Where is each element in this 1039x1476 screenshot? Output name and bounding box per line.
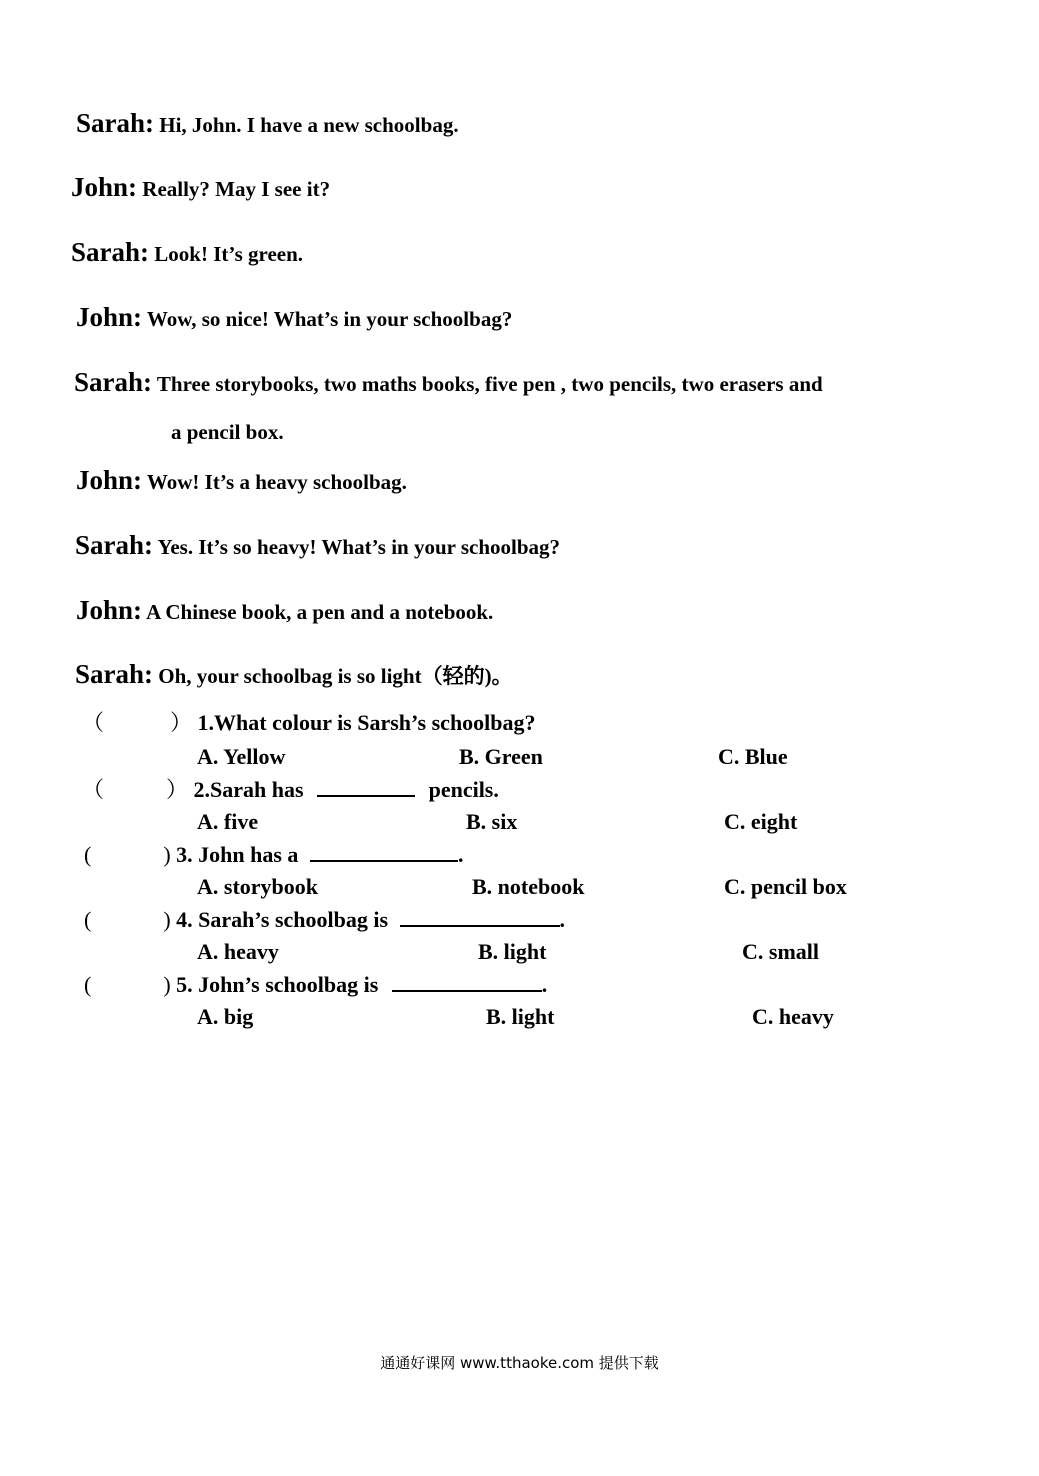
- option: B. notebook: [472, 874, 585, 899]
- question-prompt: 2.Sarah has: [193, 777, 304, 802]
- dialogue-line: [75, 532, 560, 559]
- fill-in-blank[interactable]: [310, 842, 458, 862]
- question-2: [82, 777, 499, 801]
- answer-paren-open: (: [84, 972, 92, 997]
- speech-continuation: a pencil box.: [171, 420, 284, 444]
- fill-in-blank[interactable]: [392, 972, 542, 992]
- speech-text: Hi, John. I have a new schoolbag.: [159, 113, 459, 137]
- footer-watermark: 通通好课网 www.tthaoke.com 提供下载: [380, 1354, 659, 1372]
- answer-paren-open: (: [84, 907, 92, 932]
- dialogue-line: [71, 239, 303, 266]
- speech-text: Wow, so nice! What’s in your schoolbag?: [146, 307, 513, 331]
- question-suffix: .: [559, 907, 566, 932]
- question-suffix: pencils.: [428, 777, 499, 802]
- dialogue-line: [76, 467, 407, 494]
- question-prompt: 3. John has a: [176, 842, 299, 867]
- speech-text: Wow! It’s a heavy schoolbag.: [146, 470, 407, 494]
- speaker-name: Sarah:: [75, 659, 154, 689]
- question-1: [82, 712, 536, 734]
- speaker-name: Sarah:: [75, 530, 154, 560]
- answer-paren-open: (: [84, 842, 92, 867]
- option: C. Blue: [718, 744, 788, 769]
- answer-paren-close: ）: [170, 710, 193, 735]
- option: A. five: [197, 809, 259, 834]
- fill-in-blank[interactable]: [400, 907, 560, 927]
- speech-text: Yes. It’s so heavy! What’s in your schoolbag?: [157, 535, 561, 559]
- speech-text: Three storybooks, two maths books, five pen , two pencils, two erasers and: [156, 372, 823, 396]
- option: A. storybook: [197, 874, 319, 899]
- dialogue-line: [75, 661, 513, 688]
- speaker-name: Sarah:: [76, 108, 155, 138]
- speech-text: Oh, your schoolbag is so light（轻的)。: [158, 664, 513, 688]
- question-prompt: 4. Sarah’s schoolbag is: [176, 907, 389, 932]
- question-5: [84, 972, 547, 996]
- option: B. six: [466, 809, 518, 834]
- option: B. Green: [459, 744, 543, 769]
- question-3: [84, 842, 463, 866]
- option: A. heavy: [197, 939, 279, 964]
- option: C. heavy: [752, 1004, 834, 1029]
- option: B. light: [478, 939, 547, 964]
- option: B. light: [486, 1004, 555, 1029]
- speaker-name: John:: [76, 302, 143, 332]
- dialogue-line: [76, 110, 459, 137]
- dialogue-line: [76, 597, 493, 624]
- speaker-name: John:: [76, 595, 143, 625]
- speech-text: A Chinese book, a pen and a notebook.: [146, 600, 494, 624]
- dialogue-line: [71, 174, 330, 201]
- fill-in-blank[interactable]: [317, 777, 415, 797]
- answer-paren-close: ): [163, 842, 171, 867]
- speaker-name: John:: [71, 172, 138, 202]
- answer-paren-open: （: [82, 777, 105, 802]
- question-prompt: 5. John’s schoolbag is: [176, 972, 379, 997]
- speaker-name: Sarah:: [74, 367, 153, 397]
- speech-text: Look! It’s green.: [154, 242, 304, 266]
- question-suffix: .: [541, 972, 548, 997]
- question-suffix: .: [457, 842, 464, 867]
- option: C. pencil box: [724, 874, 847, 899]
- answer-paren-open: （: [82, 710, 105, 735]
- option: C. small: [742, 939, 819, 964]
- question-prompt: 1.What colour is Sarsh’s schoolbag?: [197, 710, 536, 735]
- answer-paren-close: ): [163, 907, 171, 932]
- option: A. Yellow: [197, 744, 286, 769]
- dialogue-line: [74, 369, 823, 396]
- answer-paren-close: ）: [166, 777, 189, 802]
- speaker-name: John:: [76, 465, 143, 495]
- option: A. big: [197, 1004, 254, 1029]
- dialogue-line: [76, 304, 512, 331]
- speaker-name: Sarah:: [71, 237, 150, 267]
- speech-text: Really? May I see it?: [142, 177, 331, 201]
- option: C. eight: [724, 809, 798, 834]
- question-4: [84, 907, 565, 931]
- answer-paren-close: ): [163, 972, 171, 997]
